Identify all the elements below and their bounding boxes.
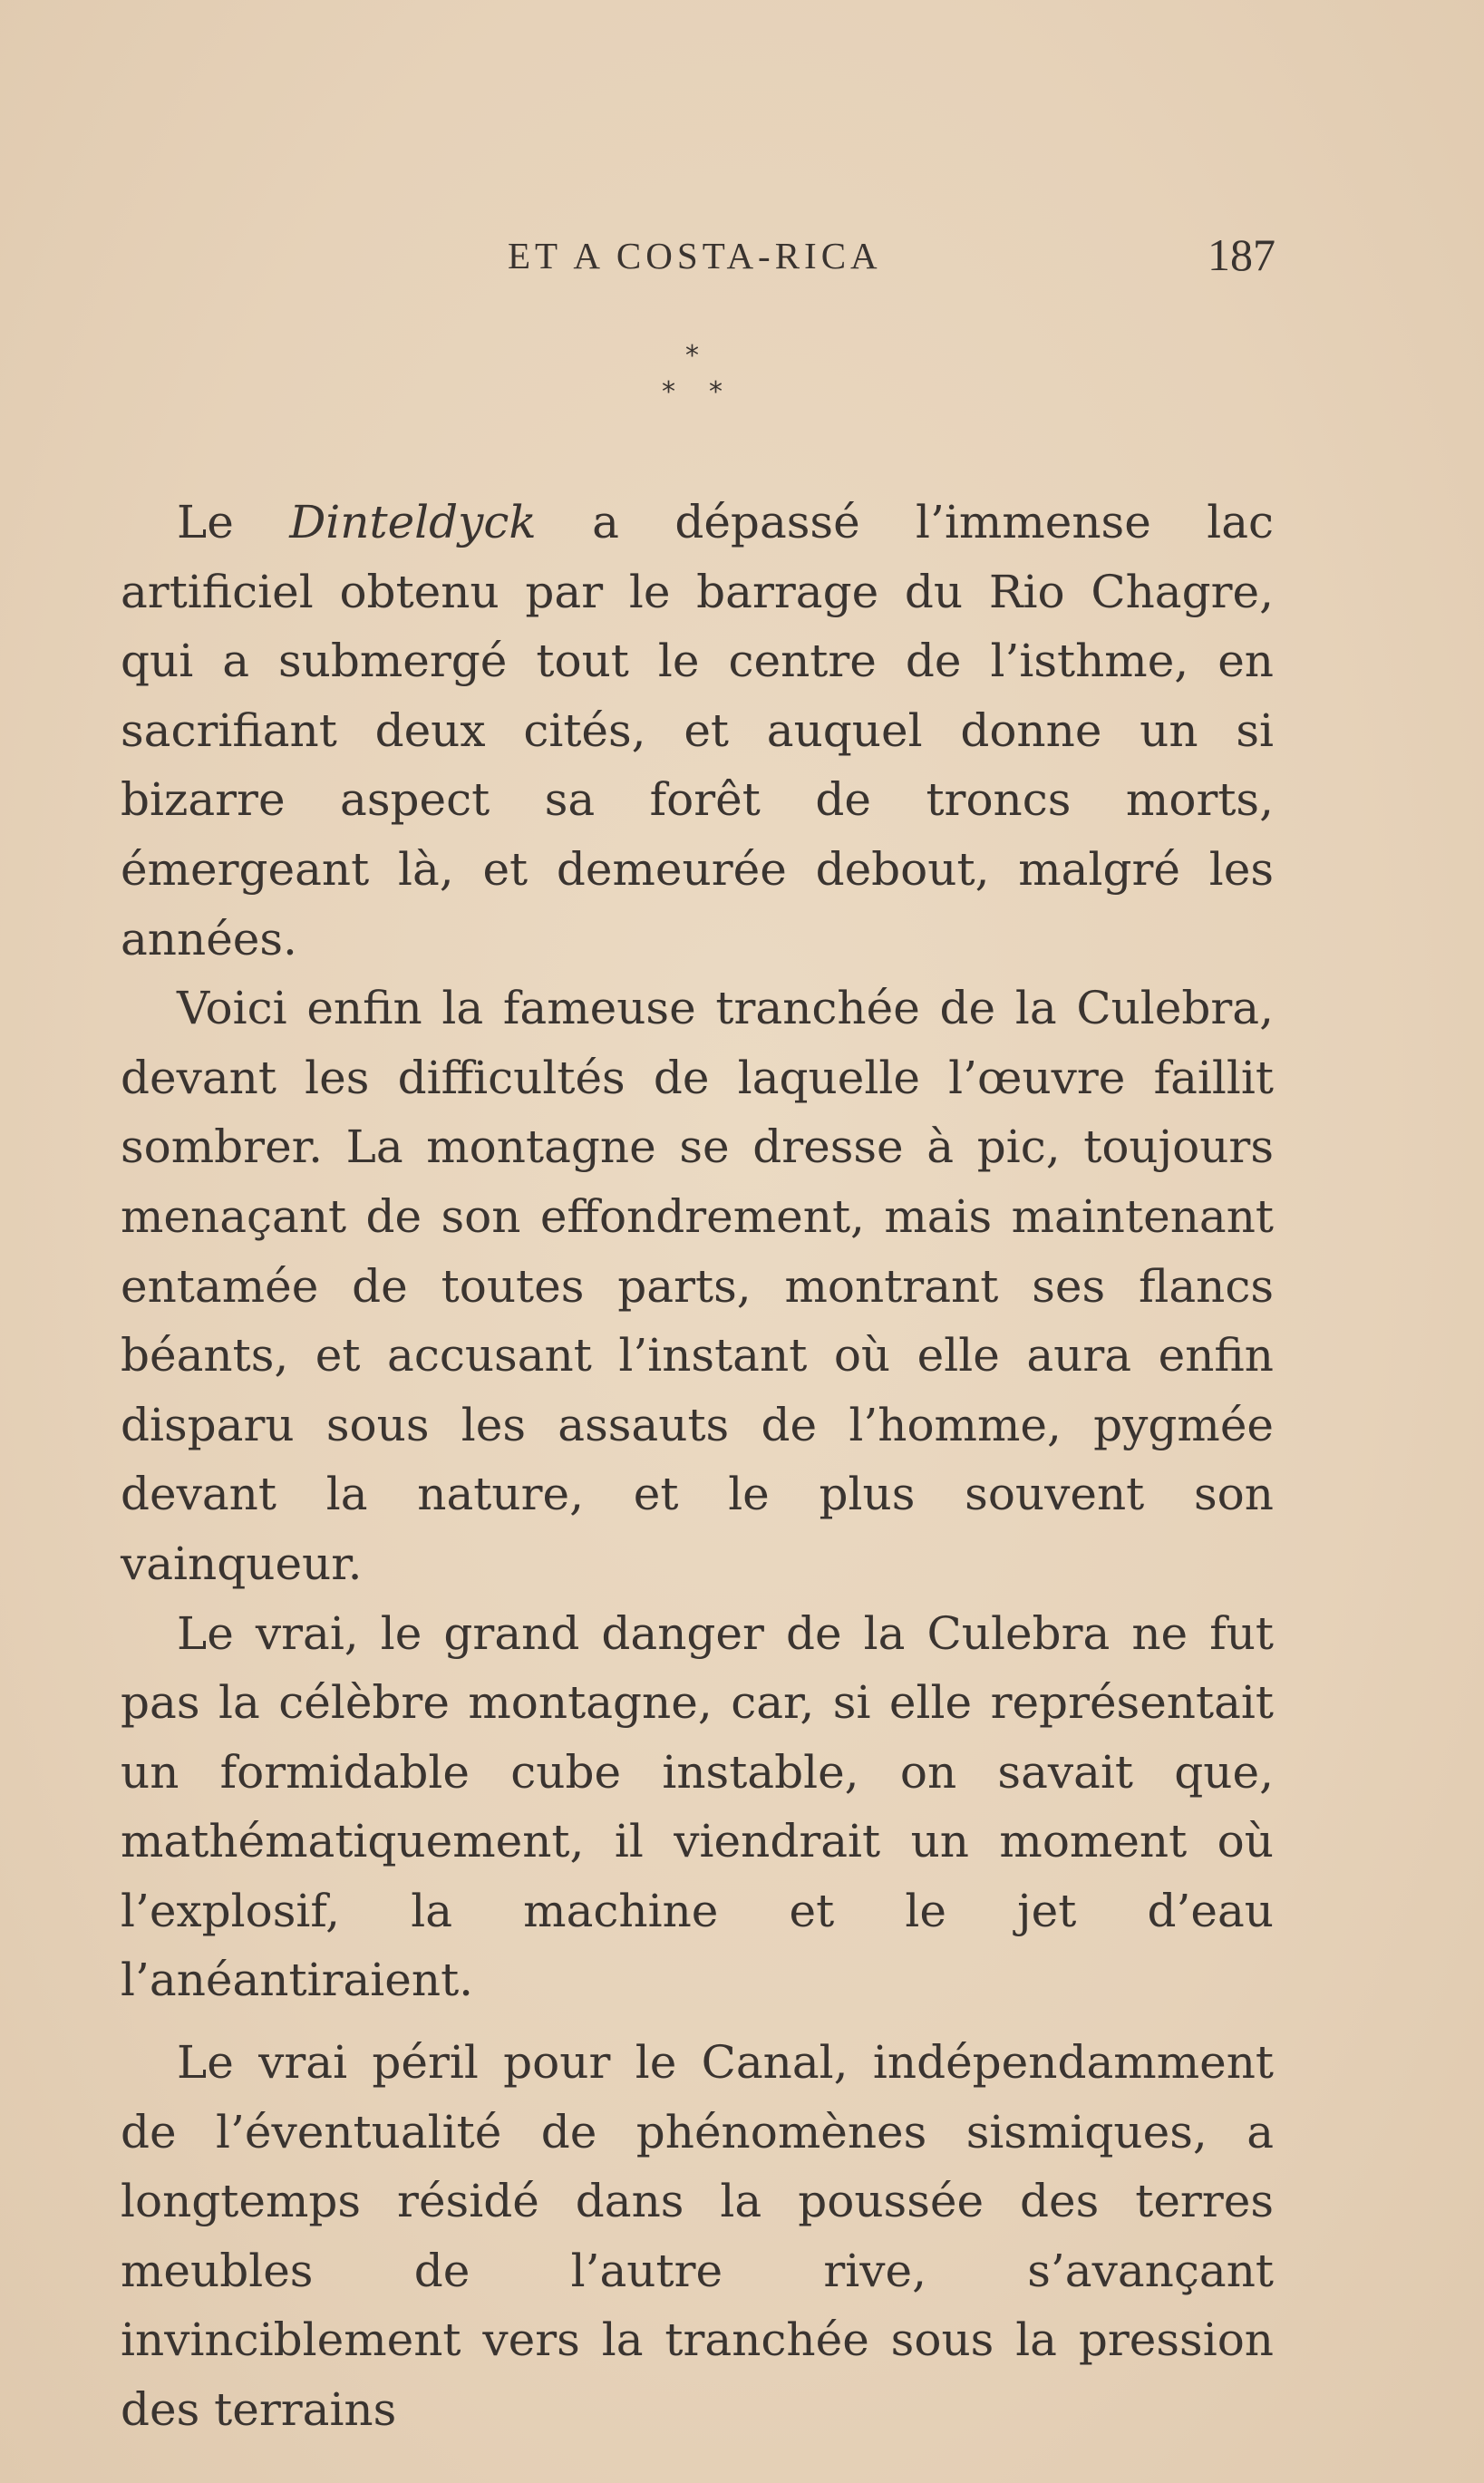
running-title: ET A COSTA-RICA — [508, 235, 882, 276]
ship-name: Dinteldyck — [289, 496, 537, 548]
paragraph — [121, 488, 1274, 974]
paragraph: Le vrai péril pour le Canal, indépendamment de l’éventualité de phénomènes sismiques, a longtemps résidé dans la poussée des terres meubles de l’autre rive, s’avançant invinciblement vers la tranchée sous la pression des terrains — [121, 2036, 1274, 2437]
asterism-star: * — [709, 376, 723, 408]
paragraph-text: Le — [177, 496, 290, 548]
paragraph: Le vrai, le grand danger de la Culebra ne fut pas la célèbre montagne, car, si elle représentait un formidable cube instable, on savait que, mathématiquement, il viendrait un moment où l’explosif, la machine et le jet d’eau l’anéantiraient. — [121, 1606, 1274, 2007]
paragraph: Voici enfin la fameuse tranchée de la Culebra, devant les difficultés de laquelle l’œuvre faillit sombrer. La montagne se dresse à pic, toujours menaçant de son effondrement, mais maintenant entamée de toutes parts, montrant ses flancs béants, et accusant l’instant où elle aura enfin disparu sous les assauts de l’homme, pygmée devant la nature, et le plus souvent son vainqueur. — [121, 982, 1274, 1590]
page-number: 187 — [1208, 229, 1275, 280]
paragraph-text: a dépassé l’immense lac artificiel obtenu par le barrage du Rio Chagre, qui a submergé tout le centre de l’isthme, en sacrifiant deux cités, et auquel donne un si bizarre aspect sa forêt de troncs morts, émergeant là, et demeurée debout, malgré les années. — [121, 496, 1275, 965]
asterism-star: * — [685, 340, 699, 372]
asterism-ornament — [653, 340, 734, 415]
asterism-star: * — [662, 376, 675, 408]
body-text — [121, 488, 1274, 2445]
